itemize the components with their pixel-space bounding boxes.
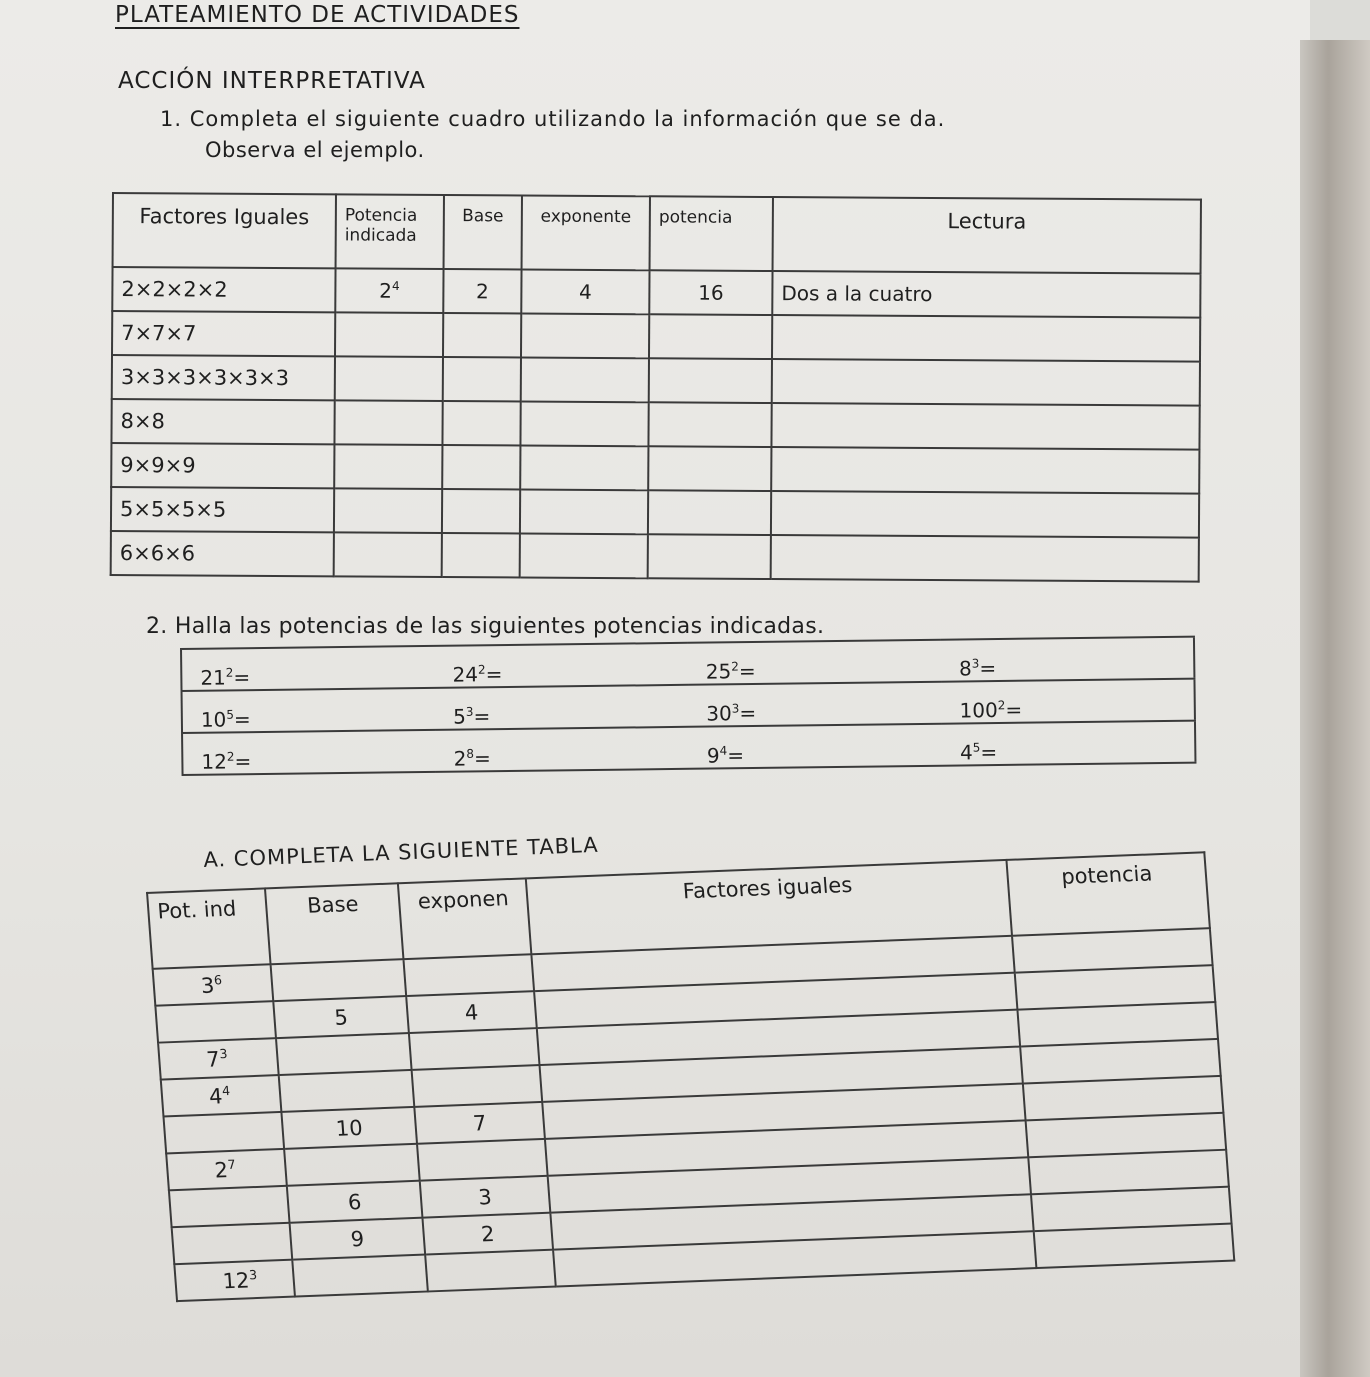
power-exponent: 2 [226, 749, 235, 764]
cell-power [1034, 1224, 1235, 1269]
cell-base: 6 [287, 1181, 423, 1223]
instruction-3: A. COMPLETA LA SIGUIENTE TABLA [203, 832, 600, 872]
power-cell [182, 688, 436, 733]
table-row [111, 531, 1199, 582]
table-row [112, 355, 1200, 406]
cell-base [443, 357, 521, 401]
equals-sign: = [980, 740, 998, 765]
power-exponent: 3 [971, 656, 980, 671]
cell-power-indicated [334, 400, 442, 445]
cell-reading [771, 403, 1199, 450]
power-cell [181, 646, 435, 691]
cell-base [276, 1033, 412, 1075]
power-exponent: 2 [997, 698, 1006, 713]
cell-base: 10 [281, 1107, 417, 1149]
power-cell [941, 679, 1195, 724]
cell-exponent: 2 [422, 1213, 553, 1255]
power-base: 2 [213, 1158, 229, 1183]
cell-power-indicated [158, 1038, 279, 1079]
cell-base: 5 [273, 996, 409, 1038]
cell-base [442, 489, 520, 533]
equals-sign: = [739, 700, 757, 726]
cell-factors: 6×6×6 [111, 531, 334, 576]
equals-sign: = [473, 746, 491, 771]
instruction-1b: Observa el ejemplo. [205, 138, 425, 162]
cell-power-indicated [335, 268, 443, 313]
cell-factors: 9×9×9 [111, 443, 334, 488]
background-edge [1300, 40, 1370, 1377]
cell-factors: 8×8 [111, 399, 334, 444]
power-exponent: 5 [972, 740, 981, 755]
cell-reading [771, 447, 1199, 494]
cell-power: 16 [649, 270, 772, 315]
cell-power [648, 490, 771, 535]
power-cell [435, 685, 689, 730]
cell-exponent [520, 489, 648, 534]
cell-exponent [521, 358, 649, 403]
power-exponent: 7 [226, 1156, 237, 1173]
equals-sign: = [233, 665, 251, 690]
cell-exponent: 4 [521, 270, 649, 315]
header-pot-ind: Pot. ind [147, 888, 270, 968]
power-exponent: 2 [477, 662, 486, 677]
header-factores-iguales: Factores iguales [526, 860, 1012, 954]
power-base: 10 [200, 707, 227, 732]
power-cell [182, 730, 436, 775]
power-exponent: 4 [221, 1082, 231, 1099]
cell-base [279, 1070, 415, 1112]
cell-exponent [520, 402, 648, 447]
table-row [111, 443, 1199, 494]
cell-power [648, 402, 771, 447]
cell-exponent [520, 533, 648, 578]
equals-sign: = [1005, 697, 1023, 722]
power-cell [688, 682, 942, 727]
instruction-1: 1. Completa el siguiente cuadro utilizando la información que se da. [160, 107, 946, 131]
instruction-2: 2. Halla las potencias de las siguientes potencias indicadas. [146, 614, 825, 639]
cell-factors: 2×2×2×2 [112, 267, 335, 312]
header-base: Base [444, 195, 522, 269]
power-base: 4 [959, 740, 973, 765]
cell-base: 2 [443, 269, 521, 313]
cell-power-indicated [169, 1186, 290, 1227]
cell-power-indicated [166, 1149, 287, 1190]
cell-base [292, 1255, 428, 1297]
header-potencia: potencia [1006, 852, 1209, 935]
cell-factors: 3×3×3×3×3×3 [112, 355, 335, 400]
equals-sign: = [727, 743, 745, 768]
cell-exponent [425, 1250, 556, 1292]
page-title: PLATEAMIENTO DE ACTIVIDADES [115, 2, 520, 28]
cell-power-indicated [153, 964, 274, 1005]
header-exponen: exponen [398, 878, 531, 959]
header-potencia-indicada: Potencia indicada [336, 194, 444, 269]
cell-exponent [403, 954, 534, 996]
power-exponent: 4 [719, 743, 728, 758]
equals-sign: = [473, 704, 491, 729]
cell-power-indicated [334, 444, 442, 489]
equals-sign: = [738, 658, 756, 684]
header-factores: Factores Iguales [113, 193, 336, 268]
cell-reading [772, 315, 1200, 362]
power-exponent: 3 [465, 704, 474, 719]
power-base: 3 [200, 973, 216, 998]
header-lectura: Lectura [773, 197, 1201, 274]
power-base: 25 [705, 659, 732, 684]
power-exponent: 2 [225, 665, 234, 680]
header-base: Base [265, 883, 403, 964]
cell-reading [771, 535, 1199, 582]
power-cell [941, 637, 1195, 682]
power-exponent: 3 [218, 1046, 228, 1062]
cell-reading: Dos a la cuatro [772, 271, 1200, 318]
section-heading: ACCIÓN INTERPRETATIVA [118, 68, 426, 94]
power-exponent: 3 [731, 701, 740, 716]
power-base: 2 [453, 746, 467, 771]
power-exponent: 8 [466, 746, 475, 761]
cell-power-indicated [335, 356, 443, 401]
header-potencia: potencia [650, 196, 773, 271]
power-cell [942, 721, 1196, 766]
cell-exponent: 4 [406, 991, 537, 1033]
power-exponent: 5 [226, 707, 234, 722]
power-exponent: 4 [391, 279, 400, 294]
header-exponente: exponente [522, 196, 650, 271]
cell-power-indicated [334, 488, 442, 533]
cell-power-indicated [174, 1260, 295, 1301]
equals-sign: = [233, 707, 251, 732]
complete-table [146, 851, 1235, 1302]
power-base: 12 [221, 1268, 251, 1294]
evaluate-powers-table [180, 636, 1196, 776]
power-base: 12 [201, 749, 227, 774]
table-header-row [113, 193, 1201, 274]
cell-power [649, 358, 772, 403]
power-base: 9 [706, 743, 720, 768]
cell-power-indicated [172, 1223, 293, 1264]
cell-power-indicated [335, 312, 443, 357]
cell-power [648, 446, 771, 491]
equals-sign: = [979, 656, 997, 681]
table-row [111, 399, 1199, 450]
power-base: 24 [452, 662, 479, 687]
cell-power-indicated [161, 1075, 282, 1116]
power-base: 5 [452, 704, 466, 729]
power-cell [435, 727, 689, 772]
powers-table [110, 192, 1202, 583]
cell-power [649, 314, 772, 359]
cell-power [648, 534, 771, 579]
cell-exponent [412, 1065, 543, 1107]
cell-base [443, 313, 521, 357]
power-exponent: 6 [213, 972, 223, 988]
table-row [112, 267, 1200, 318]
table-row [112, 311, 1200, 362]
table-row [111, 487, 1199, 538]
cell-base [442, 533, 520, 577]
cell-base: 9 [290, 1218, 426, 1260]
cell-power-indicated [334, 532, 442, 577]
cell-exponent [417, 1139, 548, 1181]
cell-factors: 7×7×7 [112, 311, 335, 356]
cell-power-indicated [163, 1112, 284, 1153]
cell-base [442, 401, 520, 445]
power-cell [687, 640, 941, 685]
power-cell [689, 724, 943, 769]
power-base: 2 [379, 278, 393, 303]
cell-base [284, 1144, 420, 1186]
power-cell [434, 643, 688, 688]
equals-sign: = [485, 662, 503, 687]
cell-power-indicated [155, 1001, 276, 1042]
cell-reading [771, 491, 1199, 538]
cell-base [442, 445, 520, 489]
power-base: 7 [205, 1047, 221, 1072]
power-base: 4 [208, 1084, 224, 1109]
power-exponent: 3 [248, 1267, 258, 1283]
cell-factors: 5×5×5×5 [111, 487, 334, 532]
power-exponent: 2 [731, 659, 739, 674]
cell-exponent [409, 1028, 540, 1070]
equals-sign: = [234, 749, 252, 774]
cell-exponent: 3 [420, 1176, 551, 1218]
power-base: 30 [706, 701, 732, 726]
cell-base [271, 959, 407, 1001]
power-base: 8 [958, 656, 972, 681]
power-base: 21 [200, 665, 226, 690]
cell-exponent: 7 [414, 1102, 545, 1144]
cell-reading [772, 359, 1200, 406]
cell-exponent [521, 314, 649, 359]
cell-exponent [520, 445, 648, 490]
power-base: 100 [959, 698, 998, 723]
